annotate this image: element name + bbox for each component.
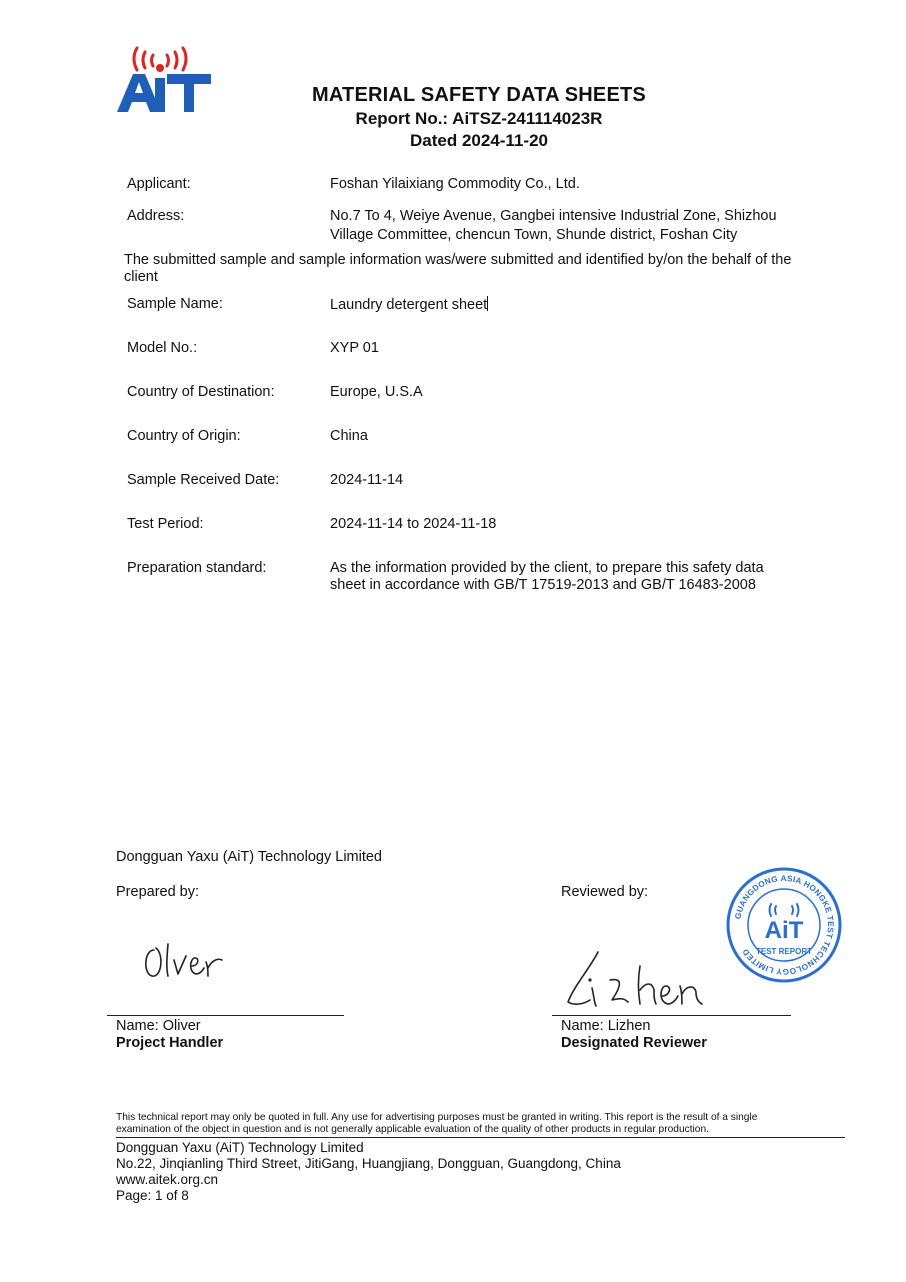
footer-address: No.22, Jinqianling Third Street, JitiGang, Huangjiang, Dongguan, Guangdong, China <box>116 1156 621 1171</box>
svg-text:AiT: AiT <box>764 917 804 944</box>
origin-label: Country of Origin: <box>127 428 241 444</box>
reviewed-by-label: Reviewed by: <box>561 884 649 900</box>
issuing-company: Dongguan Yaxu (AiT) Technology Limited <box>116 849 382 865</box>
received-date-value: 2024-11-14 <box>330 472 404 488</box>
report-date: Dated 2024-11-20 <box>410 131 548 150</box>
footer-website: www.aitek.org.cn <box>116 1172 219 1187</box>
address-label: Address: <box>127 208 185 224</box>
preparer-role: Project Handler <box>116 1035 224 1051</box>
footer-company: Dongguan Yaxu (AiT) Technology Limited <box>116 1140 364 1155</box>
reviewer-name: Name: Lizhen <box>561 1018 651 1034</box>
preparation-line-1: As the information provided by the client, to prepare this safety data <box>330 560 764 576</box>
applicant-label: Applicant: <box>127 176 191 192</box>
seal-signal-icon <box>770 904 799 916</box>
test-period-value: 2024-11-14 to 2024-11-18 <box>330 516 497 532</box>
preparer-signature-line <box>107 1015 344 1016</box>
document-title: MATERIAL SAFETY DATA SHEETS <box>312 84 646 106</box>
applicant-value: Foshan Yilaixiang Commodity Co., Ltd. <box>330 176 580 192</box>
model-no-label: Model No.: <box>127 340 198 356</box>
disclaimer <box>116 1112 843 1136</box>
model-no-value: XYP 01 <box>330 340 379 356</box>
reviewer-signature <box>560 946 710 1016</box>
destination-value: Europe, U.S.A <box>330 384 423 400</box>
preparer-signature <box>140 936 240 984</box>
origin-value: China <box>330 428 368 444</box>
sample-name-label: Sample Name: <box>127 296 223 312</box>
footer-divider <box>116 1137 845 1138</box>
preparation-line-2: sheet in accordance with GB/T 17519-2013 and GB/T 16483-2008 <box>330 577 756 593</box>
address-line-1: No.7 To 4, Weiye Avenue, Gangbei intensive Industrial Zone, Shizhou <box>330 208 777 224</box>
preparer-name: Name: Oliver <box>116 1018 201 1034</box>
company-seal <box>725 866 843 984</box>
text-cursor <box>487 296 488 311</box>
submission-note-line-2: client <box>124 269 158 285</box>
address-line-2: Village Committee, chencun Town, Shunde district, Foshan City <box>330 227 738 243</box>
received-date-label: Sample Received Date: <box>127 472 280 488</box>
disclaimer-line-1: This technical report may only be quoted in full. Any use for advertising purposes must be granted in writing. This report is the result of a single <box>116 1112 758 1123</box>
reviewer-role: Designated Reviewer <box>561 1035 707 1051</box>
reviewer-signature-line <box>552 1015 791 1016</box>
footer-page-number: Page: 1 of 8 <box>116 1188 189 1203</box>
preparation-standard-label: Preparation standard: <box>127 560 267 576</box>
destination-label: Country of Destination: <box>127 384 275 400</box>
disclaimer-line-2: examination of the object in question and is not generally applicable evaluation of the quality of other products in regular production. <box>116 1124 709 1135</box>
sample-name-value: Laundry detergent sheet <box>330 297 488 313</box>
svg-text:TEST REPORT: TEST REPORT <box>755 947 813 956</box>
prepared-by-label: Prepared by: <box>116 884 200 900</box>
svg-text:GUANGDONG ASIA HONGKE TEST TEC: GUANGDONG ASIA HONGKE TEST TECHNOLOGY LIMITED <box>733 873 836 977</box>
submission-note-line-1: The submitted sample and sample information was/were submitted and identified by/on the behalf of the <box>124 252 792 268</box>
report-number: Report No.: AiTSZ-241114023R <box>355 109 603 128</box>
test-period-label: Test Period: <box>127 516 204 532</box>
